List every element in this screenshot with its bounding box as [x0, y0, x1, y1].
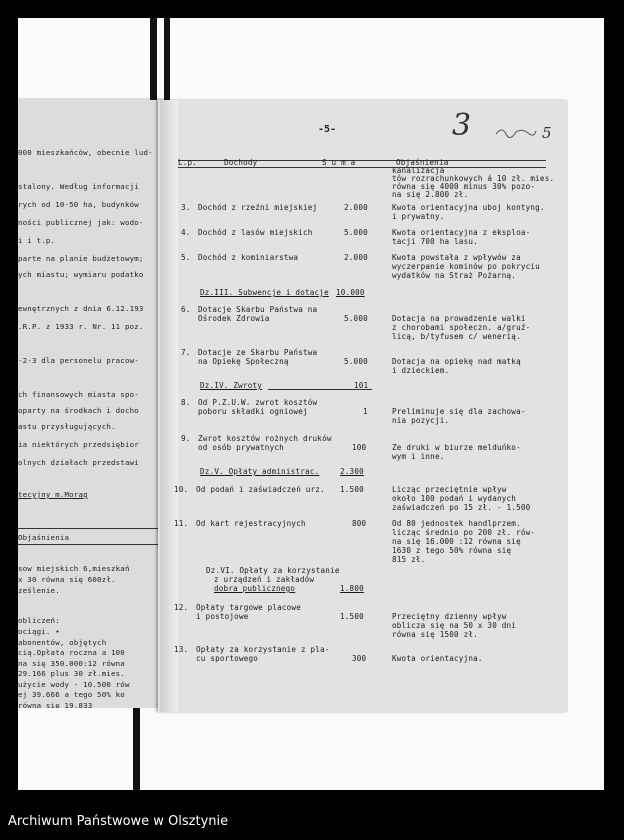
row-label: Dochód z kominiarstwa [198, 253, 299, 262]
left-line: oparty na środkach i docho [18, 406, 139, 415]
row-note: wyczerpanie kominów po pokryciu [392, 262, 540, 271]
row-label: od osób prywatnych [198, 443, 284, 452]
left-line: ej 39.666 a tego 50% ko [18, 690, 125, 699]
handwritten-scribble [494, 124, 538, 138]
row-note: Kwota orientacyjna. [392, 654, 483, 663]
row-amount: 5.000 [344, 314, 368, 323]
left-page-fragment [18, 98, 166, 708]
left-line: sow miejskich 6,mieszkań [18, 564, 130, 573]
row-label: Od podań i zaświadczeń urz. [196, 485, 325, 494]
row-note: Przeciętny dzienny wpływ [392, 612, 507, 621]
left-line: ch finansowych miasta spo- [18, 390, 139, 399]
header-note: tów rozrachunkowych á 10 zł. mies. [392, 174, 555, 183]
row-amount: 1.500 [340, 612, 364, 621]
col-suma: S u m a [322, 158, 356, 167]
row-note: licząc średnio po 200 zł. rów- [392, 528, 536, 537]
left-line: Objaśnienia [18, 533, 70, 542]
row-label: Od kart rejestracyjnych [196, 519, 306, 528]
row-label: poboru składki ogniowej [198, 407, 308, 416]
left-line: x 30 równa się 600zł. [18, 575, 116, 584]
left-line: rych od 10-50 ha, budynków [18, 200, 139, 209]
section-title: dobra publicznego [214, 584, 296, 593]
row-amount: 2.000 [344, 253, 368, 262]
left-divider [18, 528, 158, 529]
row-number: 10. [174, 485, 189, 494]
row-number: 8. [181, 398, 191, 407]
row-note: Licząc przeciętnie wpływ [392, 485, 507, 494]
left-line: olnych działach przedstawi [18, 458, 139, 467]
section-total: 101 [354, 381, 369, 390]
row-number: 9. [181, 434, 191, 443]
row-label: Od P.Z.U.W. zwrot kosztów [198, 398, 318, 407]
left-line: stalony. Według informacji [18, 182, 139, 191]
row-number: 4. [181, 228, 191, 237]
row-number: 6. [181, 305, 191, 314]
row-note: Kwota orientacyjna uboj kontyng. [392, 203, 545, 212]
row-note: Preliminuje się dla zachowa- [392, 407, 526, 416]
section-total: 1.800 [340, 584, 364, 593]
row-amount: 800 [352, 519, 367, 528]
section-title: z urządzeń i zakładów [214, 575, 315, 584]
left-line: i i t.p. [18, 236, 56, 245]
row-label: Dotacje ze Skarbu Państwa [198, 348, 318, 357]
left-line: ności publicznej jak: wodo- [18, 218, 144, 227]
left-line: ewnętrznych z dnia 6.12.193 [18, 304, 144, 313]
left-line: użycie wody - 10.500 rów [18, 680, 130, 689]
row-amount: 5.000 [344, 228, 368, 237]
left-line: na się 350.000:12 równa [18, 659, 125, 668]
handwritten-number: 5 [542, 124, 552, 142]
row-note: na się 16.000 :12 równa się [392, 537, 521, 546]
col-lp: L.p. [178, 158, 198, 167]
row-note: równa się 1500 zł. [392, 630, 478, 639]
header-note: równa się 4000 minus 30% pozo- [392, 182, 536, 191]
row-note: Kwota orientacyjna z eksploa- [392, 228, 531, 237]
archive-name: Archiwum Państwowe w Olsztynie [8, 814, 229, 829]
row-number: 5. [181, 253, 191, 262]
page-fold [160, 100, 178, 712]
left-line: astu przysługujących. [18, 422, 116, 431]
section-total: 2.300 [340, 467, 364, 476]
row-label: Dochód z rzeźni miejskiej [198, 203, 318, 212]
row-amount: 1 [363, 407, 368, 416]
left-line: 29.166 plus 30 zł.mies. [18, 669, 125, 678]
handwritten-number: 3 [452, 108, 472, 143]
left-line: obliczeń: [18, 616, 60, 625]
row-amount: 100 [352, 443, 367, 452]
left-line: ych miastu; wymiaru podatko [18, 270, 144, 279]
row-label: Ośrodek Zdrowia [198, 314, 270, 323]
section-title: Dz.III. Subwencje i dotacje [200, 288, 329, 297]
col-dochody: Dochody [224, 158, 258, 167]
row-label: Opłaty za korzystanie z pla- [196, 645, 330, 654]
row-number: 13. [174, 645, 189, 654]
header-note: na się 2.800 zł. [392, 190, 469, 199]
row-label: Dochód z lasów miejskich [198, 228, 313, 237]
row-note: i dzieckiem. [392, 366, 450, 375]
left-line: parte na planie budżetowym; [18, 254, 144, 263]
left-divider [18, 544, 158, 545]
section-title: Dz.IV. Zwroty [200, 381, 263, 390]
row-note: nia pozycji. [392, 416, 450, 425]
row-number: 12. [174, 603, 189, 612]
row-note: około 100 podań i wydanych [392, 494, 517, 503]
row-number: 3. [181, 203, 191, 212]
left-line: ia niektórych przedsiębior [18, 440, 139, 449]
col-objasnienia: Objaśnienia [396, 158, 449, 167]
row-note: i prywatny. [392, 212, 445, 221]
row-amount: 1.500 [340, 485, 364, 494]
row-label: cu sportowego [196, 654, 259, 663]
row-label: Zwrot kosztów rożnych druków [198, 434, 332, 443]
row-number: 11. [174, 519, 189, 528]
section-total: 10.000 [336, 288, 365, 297]
page-number: -5- [318, 124, 337, 135]
row-note: tacji 700 ha lasu. [392, 237, 478, 246]
left-line: tecyjny m.Morąg [18, 490, 88, 499]
archive-footer [0, 804, 624, 840]
section-title: Dz.V. Opłaty administrac. [200, 467, 320, 476]
row-amount: 2.000 [344, 203, 368, 212]
left-line: ociągi. • [18, 627, 60, 636]
left-line: ześlenie. [18, 586, 60, 595]
row-label: Dotacje Skarbu Państwa na [198, 305, 318, 314]
row-label: na Opiekę Społeczną [198, 357, 289, 366]
row-note: wym i inne. [392, 452, 445, 461]
section-title: Dz.VI. Opłaty za korzystanie [206, 566, 340, 575]
row-amount: 5.000 [344, 357, 368, 366]
row-note: Ze druki w biurze melduńko- [392, 443, 521, 452]
row-note: 815 zł. [392, 555, 426, 564]
row-note: oblicza się na 50 x 30 dni [392, 621, 517, 630]
left-line: abonentów, objętych [18, 638, 107, 647]
row-note: zaświadczeń po 15 zł. - 1.500 [392, 503, 531, 512]
row-label: i postojowe [196, 612, 249, 621]
header-note: kanalizacja [392, 166, 445, 175]
row-number: 7. [181, 348, 191, 357]
left-line: -2-3 dla personelu pracow- [18, 356, 139, 365]
binding-bar [150, 18, 157, 100]
row-note: licą, b/tyfusem c/ wenerią. [392, 332, 521, 341]
row-note: z chorobami społeczn. a/gruź- [392, 323, 531, 332]
row-note: Od 80 jednostek handlprzem. [392, 519, 521, 528]
left-line: równa się 19.833 [18, 701, 93, 708]
left-line: cią.Opłata roczna a 100 [18, 648, 125, 657]
left-line: 000 mieszkańców, obecnie lud- [18, 148, 153, 157]
binding-bar [133, 708, 140, 790]
row-label: Opłaty targowe placowe [196, 603, 301, 612]
row-note: Dotacja na opiekę nad matką [392, 357, 521, 366]
row-amount: 300 [352, 654, 367, 663]
binding-bar [164, 18, 170, 100]
row-note: wydatków na Straż Pożarną. [392, 271, 517, 280]
row-note: 1630 z tego 50% równa się [392, 546, 512, 555]
row-note: Dotacja na prowadzenie walki [392, 314, 526, 323]
header-rule [178, 167, 546, 168]
row-note: Kwota powstała z wpływów za [392, 253, 521, 262]
left-line: .R.P. z 1933 r. Nr. 11 poz. [18, 322, 144, 331]
